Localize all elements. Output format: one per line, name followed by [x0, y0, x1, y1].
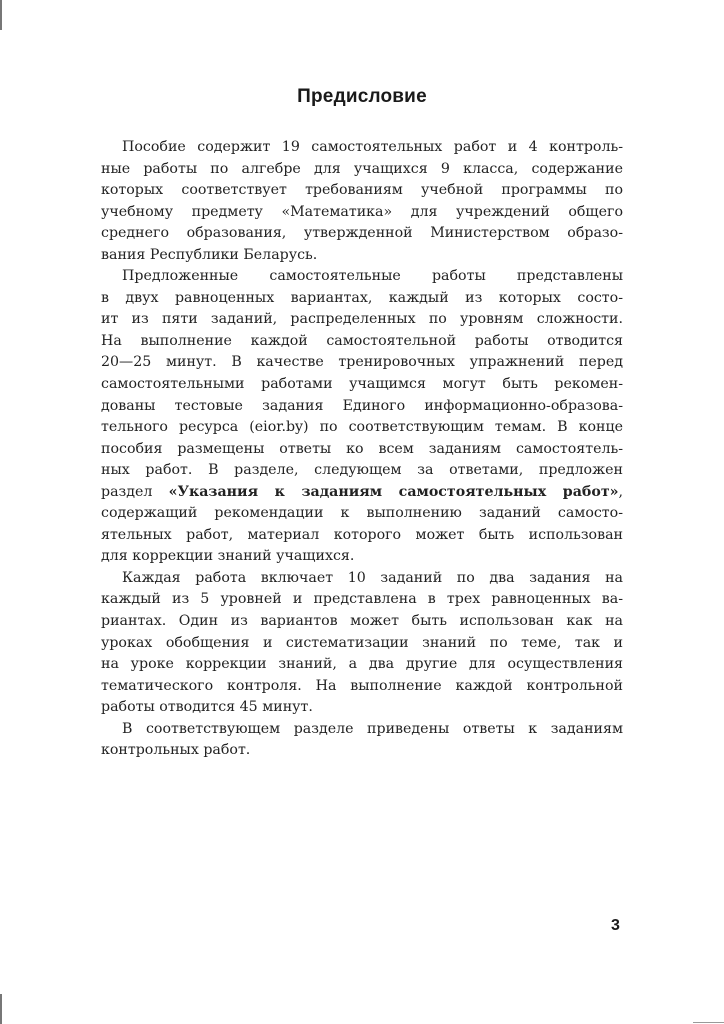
text-line: Каждая работа включает 10 заданий по два задания на: [122, 569, 623, 586]
text-line: для коррекции знаний учащихся.: [101, 548, 355, 565]
text-line: пособия размещены ответы ко всем заданиям самостоятель-: [101, 440, 623, 457]
text-line: содержащий рекомендации к выполнению заданий самосто-: [101, 505, 623, 522]
text-line: дованы тестовые задания Единого информационно-образова-: [101, 397, 623, 414]
text-fragment: раздел: [101, 483, 169, 500]
paragraph-3: [101, 568, 623, 719]
text-line: контрольных работ.: [101, 742, 251, 759]
text-line: в двух равноценных вариантах, каждый из которых состо-: [101, 289, 623, 306]
paragraph-1: [101, 137, 623, 266]
page-title: Предисловие: [297, 86, 427, 107]
text-line: самостоятельными работами учащимся могут быть рекомен-: [101, 376, 623, 393]
text-fragment: ,: [618, 483, 623, 500]
text-line: На выполнение каждой самостоятельной работы отводится: [101, 332, 623, 349]
text-line: учебному предмету «Математика» для учреждений общего: [101, 203, 623, 220]
text-line-with-bold: [101, 482, 623, 504]
text-line: вания Республики Беларусь.: [101, 246, 318, 263]
text-line: риантах. Один из вариантов может быть использован как на: [101, 613, 623, 630]
crop-mark-top: [0, 0, 2, 30]
crop-mark-bottom: [0, 994, 2, 1024]
text-line: 20—25 минут. В качестве тренировочных упражнений перед: [101, 354, 623, 371]
text-line: среднего образования, утвержденной Министерством образо-: [101, 225, 623, 242]
paragraph-2: [101, 266, 623, 568]
text-line: которых соответствует требованиям учебной программы по: [101, 182, 623, 199]
text-line: ятельных работ, материал которого может быть использован: [101, 526, 623, 543]
text-line: ные работы по алгебре для учащихся 9 класса, содержание: [101, 160, 623, 177]
text-line: на уроке коррекции знаний, а два другие для осуществления: [101, 656, 623, 673]
section-reference: «Указания к заданиям самостоятельных работ»: [168, 483, 619, 500]
page-number: 3: [611, 917, 620, 934]
crop-mark-corner: [693, 1022, 724, 1023]
text-line: В соответствующем разделе приведены ответы к заданиям: [122, 720, 623, 737]
text-line: каждый из 5 уровней и представлена в трех равноценных ва-: [101, 591, 623, 608]
text-line: ных работ. В разделе, следующем за ответами, предложен: [101, 462, 623, 479]
text-line: работы отводится 45 минут.: [101, 699, 313, 716]
text-line: Пособие содержит 19 самостоятельных работ и 4 контроль-: [122, 139, 623, 155]
text-line: уроках обобщения и систематизации знаний по теме, так и: [101, 634, 623, 651]
text-line: Предложенные самостоятельные работы представлены: [122, 268, 623, 285]
preface-body: [101, 137, 623, 762]
paragraph-4: [101, 719, 623, 762]
text-line: тельного ресурса (eior.by) по соответствующим темам. В конце: [101, 419, 623, 436]
text-line: ит из пяти заданий, распределенных по уровням сложности.: [101, 311, 623, 328]
text-line: тематического контроля. На выполнение каждой контрольной: [101, 677, 623, 694]
